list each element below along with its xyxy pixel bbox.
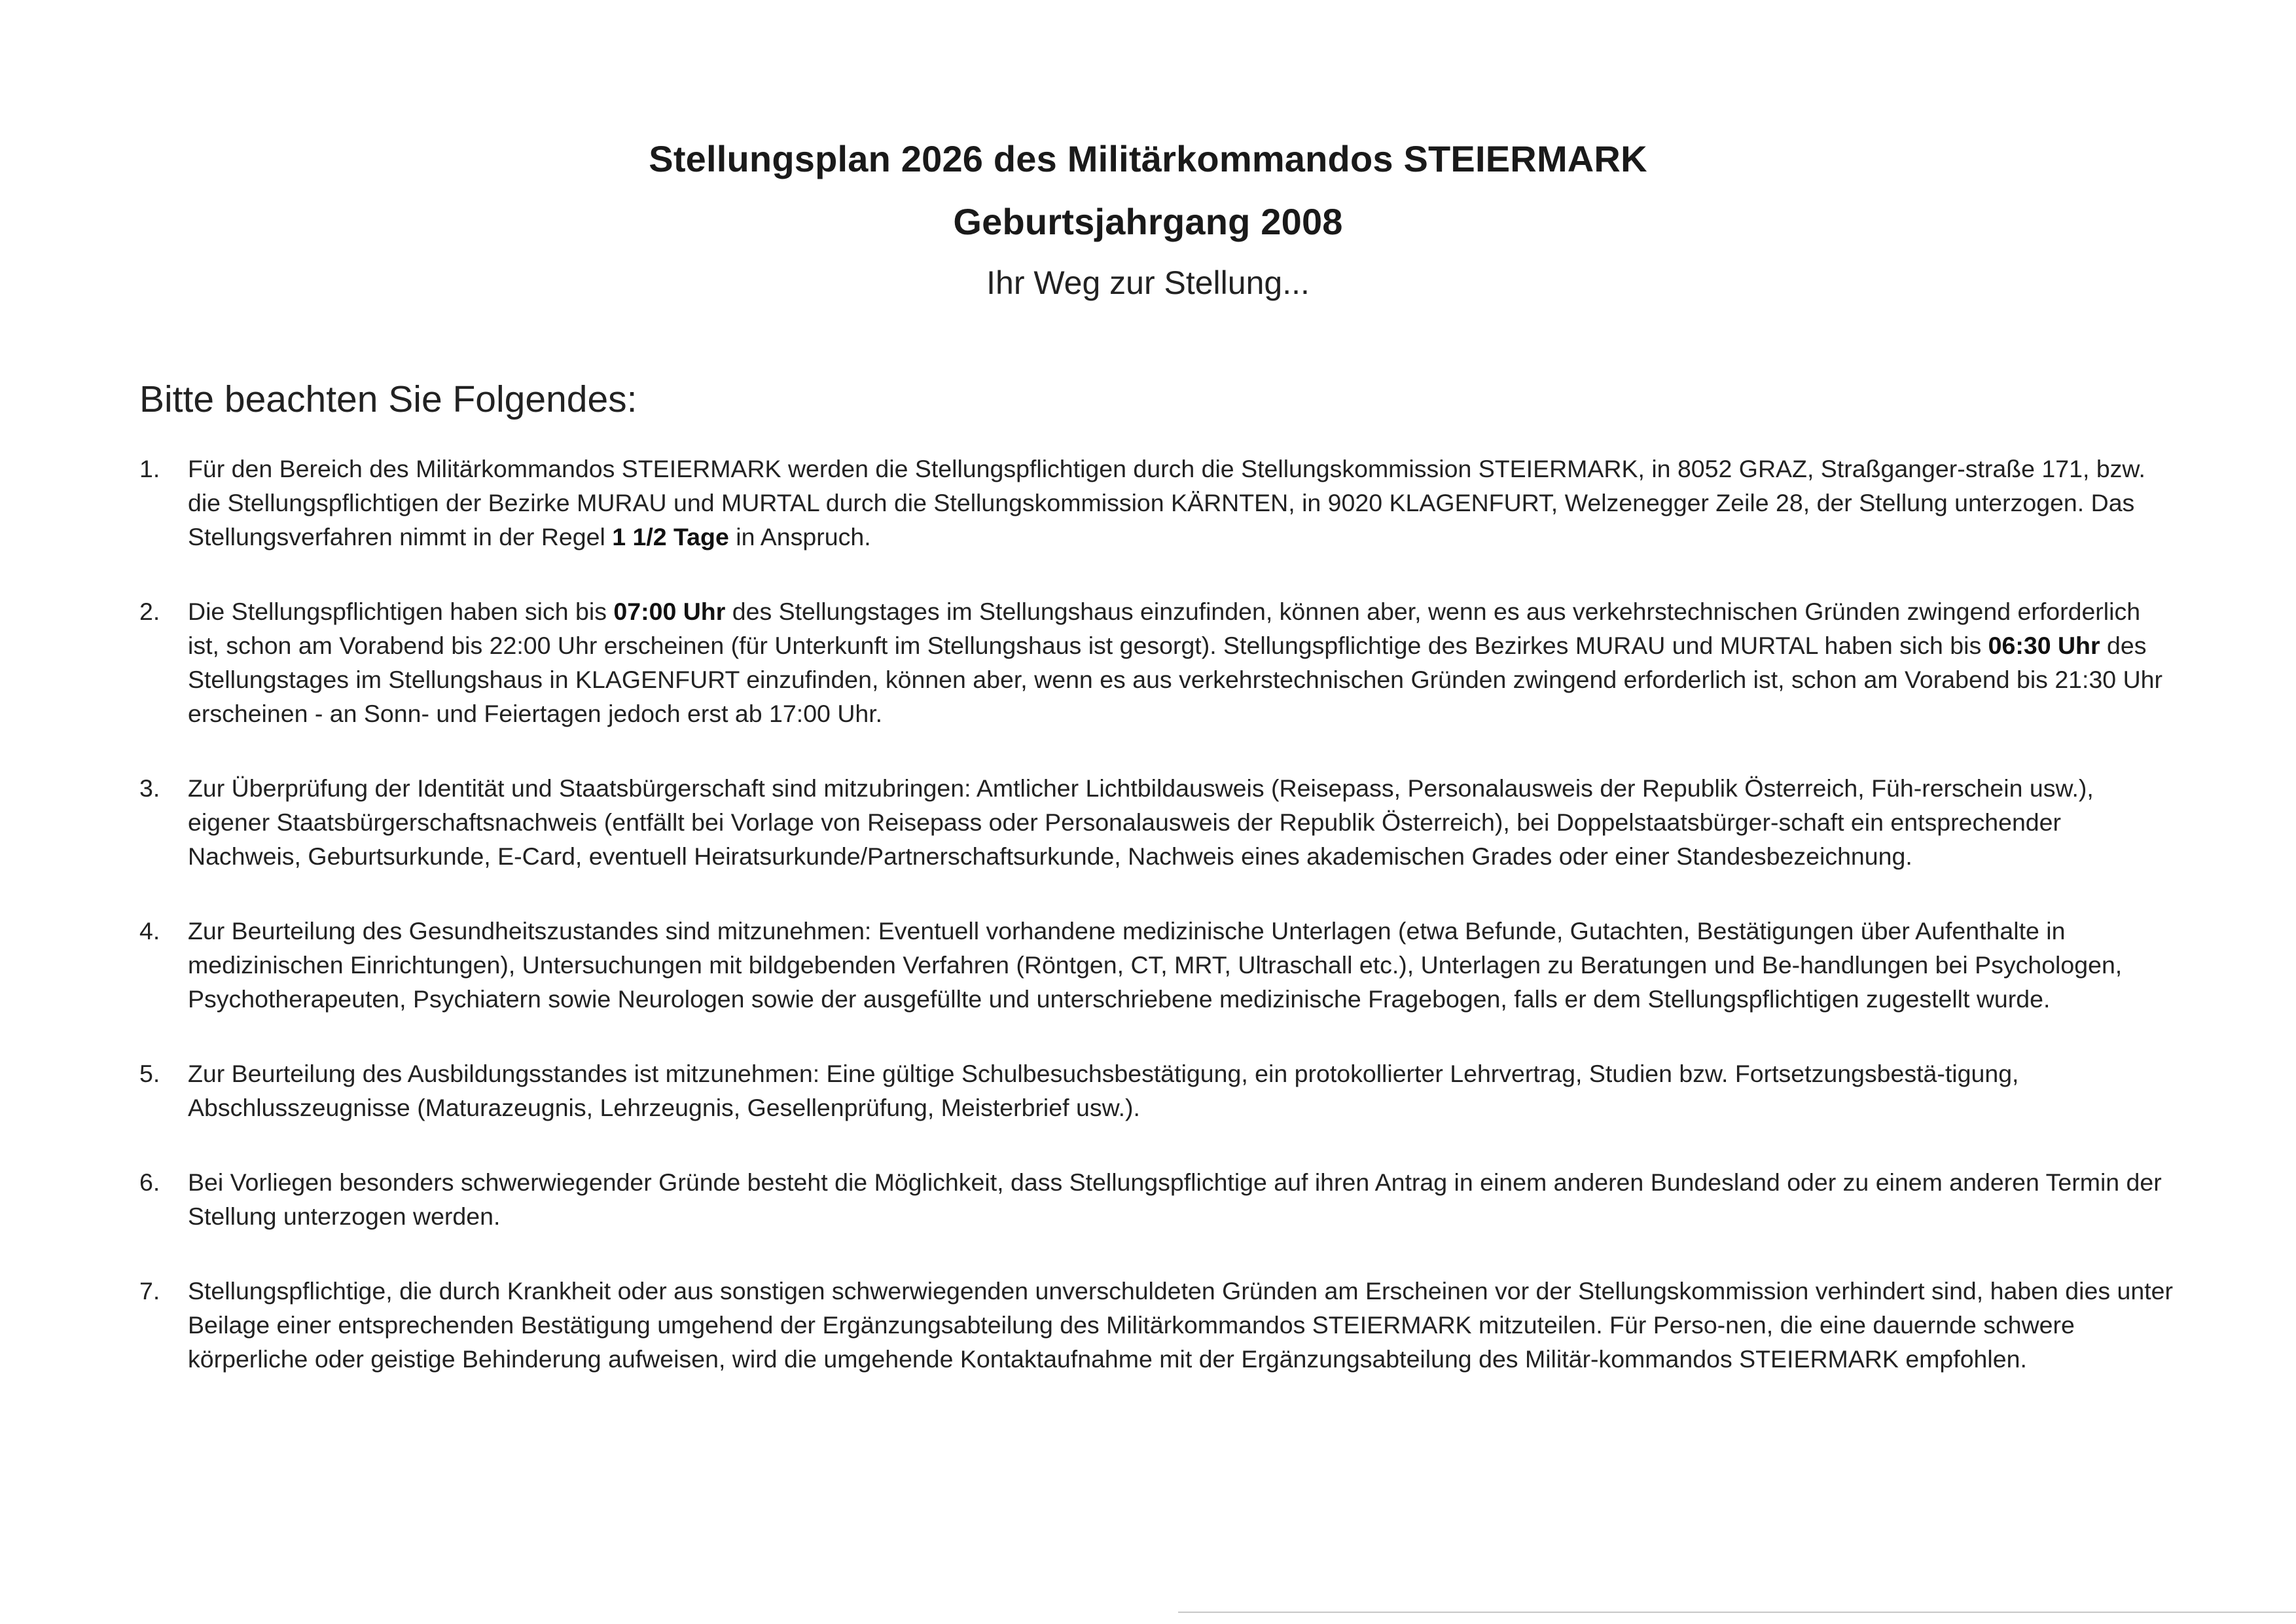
document-title: Stellungsplan 2026 des Militärkommandos STEIERMARK [649, 138, 1647, 179]
item-text [188, 1060, 2018, 1121]
list-item [139, 1056, 2175, 1125]
title-block [0, 128, 2296, 312]
item-text [188, 917, 2122, 1013]
document-subtitle: Ihr Weg zur Stellung... [986, 264, 1310, 301]
text-segment: Für den Bereich des Militärkommandos STEIERMARK werden die Stellungspflichtigen durch die Stellungskommission STEIERMARK, in 8052 GRAZ, Straßganger-straße 171, bzw. die Stellungspflichtigen der Bezirke MURAU und MURTAL durch die Stellungskommission KÄRNTEN, in 9020 KLAGENFURT, Welzenegger Zeile 28, der Stellung unterzogen. Das Stellungsverfahren nimmt in der Regel [188, 455, 2145, 550]
text-segment: Zur Beurteilung des Gesundheitszustandes sind mitzunehmen: Eventuell vorhandene medizinische Unterlagen (etwa Befunde, Gutachten, Bestätigungen über Aufenthalte in medizinischen Einrichtungen), Untersuchungen mit bildgebenden Verfahren (Röntgen, CT, MRT, Ultraschall etc.), Unterlagen zu Beratungen und Be-handlungen bei Psychologen, Psychotherapeuten, Psychiatern sowie Neurologen sowie der ausgefüllte und unterschriebene medizinische Fragebogen, falls er dem Stellungspflichtigen zugestellt wurde. [188, 917, 2123, 1013]
emphasized-text: 1 1/2 Tage [612, 523, 729, 550]
birth-year-title: Geburtsjahrgang 2008 [953, 201, 1343, 242]
text-segment: Zur Überprüfung der Identität und Staatsbürgerschaft sind mitzubringen: Amtlicher Lichtbildausweis (Reisepass, Personalausweis der Republik Österreich, Füh-rerschein usw.), eigener Staatsbürgerschaftsnachweis (entfällt bei Vorlage von Reisepass oder Personalausweis der Republik Österreich), bei Doppelstaatsbürger-schaft ein entsprechender Nachweis, Geburtsurkunde, E-Card, eventuell Heiratsurkunde/Partnerschaftsurkunde, Nachweis eines akademischen Grades oder einer Standesbezeichnung. [188, 774, 2094, 870]
list-item [139, 594, 2175, 731]
section-heading: Bitte beachten Sie Folgendes: [139, 378, 637, 420]
item-text [188, 598, 2162, 727]
item-number: 5. [139, 1060, 160, 1087]
text-segment: Bei Vorliegen besonders schwerwiegender Gründe besteht die Möglichkeit, dass Stellungspflichtige auf ihren Antrag in einem anderen Bundesland oder zu einem anderen Termin der Stellung unterzogen werden. [188, 1168, 2162, 1230]
scan-edge-divider [1178, 1612, 2296, 1613]
emphasized-text: 06:30 Uhr [1988, 632, 2100, 659]
item-text [188, 774, 2094, 870]
list-item [139, 914, 2175, 1016]
text-segment: in Anspruch. [728, 523, 871, 550]
item-text [188, 1168, 2162, 1230]
list-item [139, 1274, 2175, 1376]
emphasized-text: 07:00 Uhr [613, 598, 726, 625]
text-segment: des Stellungstages im Stellungshaus in KLAGENFURT einzufinden, können aber, wenn es aus verkehrstechnischen Gründen zwingend erforderlich ist, schon am Vorabend bis 21:30 Uhr erscheinen - an Sonn- und Feiertagen jedoch erst ab 17:00 Uhr. [188, 632, 2163, 727]
list-item [139, 1165, 2175, 1233]
item-number: 2. [139, 598, 160, 625]
list-item [139, 771, 2175, 873]
text-segment: Die Stellungspflichtigen haben sich bis [188, 598, 614, 625]
list-item [139, 452, 2175, 554]
item-text [188, 1277, 2173, 1373]
item-text [188, 455, 2145, 550]
item-number: 6. [139, 1168, 160, 1196]
item-number: 7. [139, 1277, 160, 1305]
instruction-list [139, 452, 2175, 1416]
item-number: 4. [139, 917, 160, 945]
text-segment: Stellungspflichtige, die durch Krankheit oder aus sonstigen schwerwiegenden unverschuldeten Gründen am Erscheinen vor der Stellungskommission verhindert sind, haben dies unter Beilage einer entsprechenden Bestätigung umgehend der Ergänzungsabteilung des Militärkommandos STEIERMARK mitzuteilen. Für Perso-nen, die eine dauernde schwere körperliche oder geistige Behinderung aufweisen, wird die umgehende Kontaktaufnahme mit der Ergänzungsabteilung des Militär-kommandos STEIERMARK empfohlen. [188, 1277, 2173, 1373]
text-segment: Zur Beurteilung des Ausbildungsstandes ist mitzunehmen: Eine gültige Schulbesuchsbestätigung, ein protokollierter Lehrvertrag, Studien bzw. Fortsetzungsbestä-tigung, Abschlusszeugnisse (Maturazeugnis, Lehrzeugnis, Gesellenprüfung, Meisterbrief usw.). [188, 1060, 2019, 1121]
text-segment: des Stellungstages im Stellungshaus einzufinden, können aber, wenn es aus verkehrstechnischen Gründen zwingend erforderlich ist, schon am Vorabend bis 22:00 Uhr erscheinen (für Unterkunft im Stellungshaus ist gesorgt). Stellungspflichtige des Bezirkes MURAU und MURTAL haben sich bis [188, 598, 2141, 659]
item-number: 3. [139, 774, 160, 802]
item-number: 1. [139, 455, 160, 482]
